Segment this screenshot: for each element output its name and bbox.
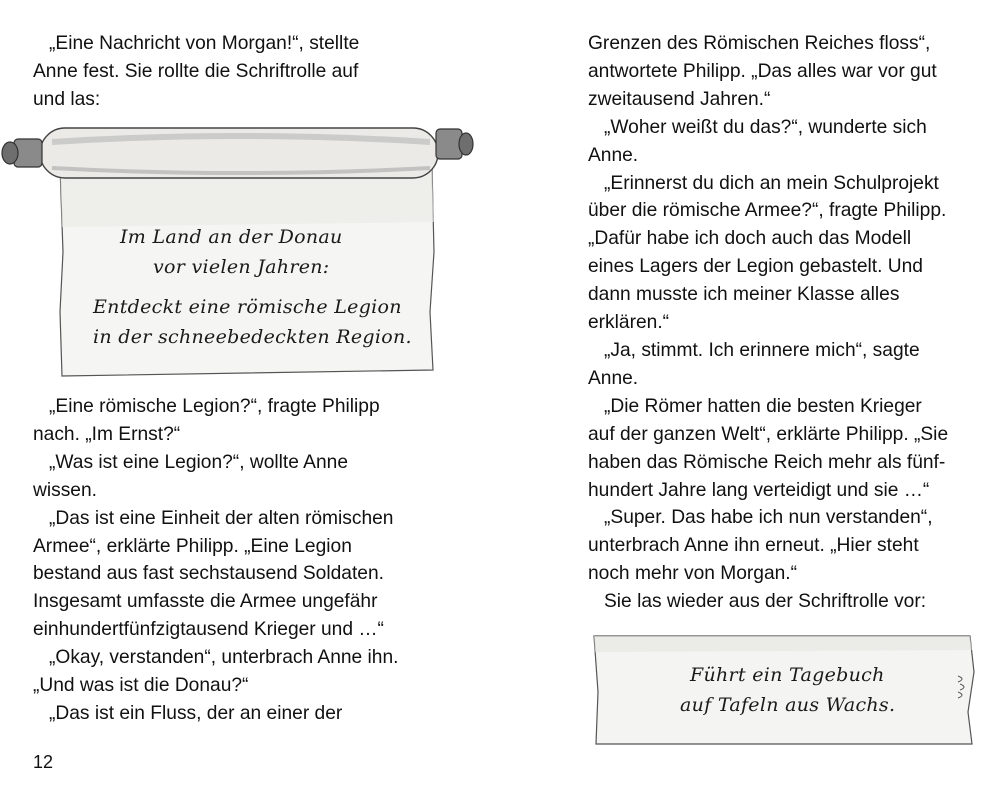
text-line: Insgesamt umfasste die Armee ungefähr (33, 591, 378, 613)
text-line: nach. „Im Ernst?“ (33, 423, 181, 445)
text-line: eines Lagers der Legion gebastelt. Und (588, 256, 923, 278)
text-line: wissen. (33, 479, 97, 501)
text-line: „Das ist eine Einheit der alten römischen (49, 507, 394, 529)
text-line: „Was ist eine Legion?“, wollte Anne (49, 451, 348, 473)
text-line: zweitausend Jahren.“ (588, 88, 771, 110)
intro-paragraph (33, 30, 359, 114)
dialogue-block (588, 30, 948, 616)
text-line: unterbrach Anne ihn erneut. „Hier steht (588, 535, 919, 557)
text-line: antwortete Philipp. „Das alles war vor gut (588, 60, 937, 82)
text-line: „Das ist ein Fluss, der an einer der (49, 702, 343, 724)
dialogue-block (33, 393, 398, 728)
scroll-message-line: auf Tafeln aus Wachs. (680, 694, 896, 716)
text-line: hundert Jahre lang verteidigt und sie …“ (588, 479, 930, 501)
text-line: „Woher weißt du das?“, wunderte sich (604, 116, 927, 138)
text-line: haben das Römische Reich mehr als fünf- (588, 451, 946, 473)
text-line: „Erinnerst du dich an mein Schulprojekt (604, 172, 939, 194)
roller-right-cap (436, 129, 462, 159)
text-line: Anne fest. Sie rollte die Schriftrolle auf (33, 60, 359, 82)
scroll-fragment-illustration (590, 632, 990, 748)
text-line: dann musste ich meiner Klasse alles (588, 284, 900, 306)
text-line: „Eine Nachricht von Morgan!“, stellte (49, 33, 360, 54)
scroll-message-line: Im Land an der Donau (120, 226, 343, 248)
text-line: Grenzen des Römischen Reiches floss“, (588, 33, 931, 54)
text-line: „Und was ist die Donau?“ (33, 675, 249, 697)
text-line: auf der ganzen Welt“, erklärte Philipp. „Sie (588, 423, 949, 445)
scroll-message-line: Führt ein Tagebuch (690, 664, 885, 686)
text-line: „Super. Das habe ich nun verstanden“, (604, 507, 933, 529)
text-line: „Ja, stimmt. Ich erinnere mich“, sagte (604, 339, 920, 361)
scroll-message-line: vor vielen Jahren: (153, 256, 330, 278)
text-line: noch mehr von Morgan.“ (588, 563, 798, 585)
scroll-message-line: Entdeckt eine römische Legion (93, 296, 402, 318)
text-line: Anne. (588, 144, 639, 166)
roller-right-knob (459, 133, 473, 155)
text-line: „Dafür habe ich doch auch das Modell (588, 228, 912, 250)
text-line: und las: (33, 88, 101, 110)
text-line: „Okay, verstanden“, unterbrach Anne ihn. (49, 647, 399, 669)
text-line: bestand aus fast sechstausend Soldaten. (33, 563, 384, 585)
text-line: Sie las wieder aus der Schriftrolle vor: (604, 591, 927, 613)
text-line: Anne. (588, 367, 639, 389)
text-line: über die römische Armee?“, fragte Philipp. (588, 200, 947, 222)
text-line: einhundertfünfzigtausend Krieger und …“ (33, 619, 384, 641)
scroll-fragment-paper (594, 636, 974, 744)
roller-left-knob (2, 142, 18, 164)
text-line: erklären.“ (588, 312, 670, 334)
text-line: „Eine römische Legion?“, fragte Philipp (49, 396, 380, 417)
text-line: Armee“, erklärte Philipp. „Eine Legion (33, 535, 352, 557)
page-number: 12 (33, 752, 54, 772)
text-line: „Die Römer hatten die besten Krieger (604, 395, 922, 417)
scroll-fragment-shade (594, 636, 972, 652)
scroll-message-line: in der schneebedeckten Region. (93, 326, 412, 348)
